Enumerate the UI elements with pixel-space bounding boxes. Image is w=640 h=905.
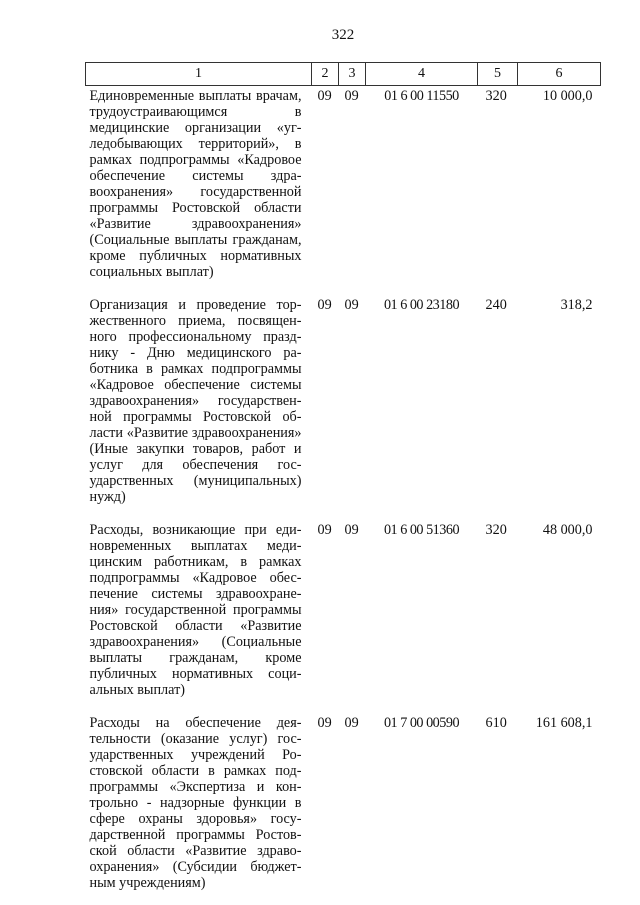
row-subsection-code: 09 <box>344 88 359 104</box>
table-row <box>86 698 601 891</box>
row-description: Расходы, возникающие при единовременных выплатах медицинским работникам, в рамках подпрограммы «Кадровое обеспечение системы здравоохранения» государственной программы Ростовской области «Развитие здравоохранения» (Социальные выплаты гражданам, кроме публичных нормативных социальных выплат) <box>89 522 302 698</box>
row-section-code: 09 <box>317 522 332 538</box>
row-description: Организация и проведение торжественного приема, посвященного профессиональному празднику - Дню медицинского работника в рамках подпрограммы «Кадровое обеспечение системы здравоохранения» государственной программы Ростовской области «Развитие здравоохранения» (Иные закупки товаров, работ и услуг для обеспечения государственных (муниципальных) нужд) <box>89 297 302 505</box>
row-expense-type: 320 <box>485 522 507 538</box>
row-target-article: 01 7 00 00590 <box>383 715 460 731</box>
row-target-article: 01 6 00 11550 <box>384 88 459 104</box>
row-amount: 318,2 <box>560 297 593 313</box>
row-target-article: 01 6 00 23180 <box>383 297 460 313</box>
column-header-name: 1 <box>86 63 312 86</box>
row-subsection-code: 09 <box>344 297 359 313</box>
column-header-subsection: 3 <box>339 63 366 86</box>
row-expense-type: 610 <box>485 715 507 731</box>
row-description: Расходы на обеспечение деятельности (оказание услуг) государственных учреждений Ростовской области в рамках подпрограммы «Экспертиза и контрольно - надзорные функции в сфере охраны здоровья» государственной программы Ростовской области «Развитие здравоохранения» (Субсидии бюджетным учреждениям) <box>89 715 302 891</box>
page-number: 322 <box>331 27 355 43</box>
table-header-row <box>86 63 601 86</box>
row-section-code: 09 <box>317 715 332 731</box>
row-section-code: 09 <box>317 297 332 313</box>
column-header-section: 2 <box>312 63 339 86</box>
column-header-amount: 6 <box>518 63 601 86</box>
row-subsection-code: 09 <box>344 715 359 731</box>
row-amount: 161 608,1 <box>535 715 593 731</box>
row-description: Единовременные выплаты врачам, трудоустраивающимся в медицинские организации «угледобывающих территорий», в рамках подпрограммы «Кадровое обеспечение системы здравоохранения» государственной программы Ростовской области «Развитие здравоохранения» (Социальные выплаты гражданам, кроме публичных нормативных социальных выплат) <box>89 88 302 280</box>
column-header-expense-type: 5 <box>478 63 518 86</box>
table-row <box>86 280 601 505</box>
row-subsection-code: 09 <box>344 522 359 538</box>
row-section-code: 09 <box>317 88 332 104</box>
table-row <box>86 86 601 281</box>
row-amount: 10 000,0 <box>542 88 593 104</box>
row-amount: 48 000,0 <box>542 522 593 538</box>
row-target-article: 01 6 00 51360 <box>383 522 460 538</box>
budget-table <box>85 62 601 891</box>
table-row <box>86 505 601 698</box>
row-expense-type: 320 <box>485 88 507 104</box>
row-expense-type: 240 <box>485 297 507 313</box>
column-header-target-article: 4 <box>366 63 478 86</box>
